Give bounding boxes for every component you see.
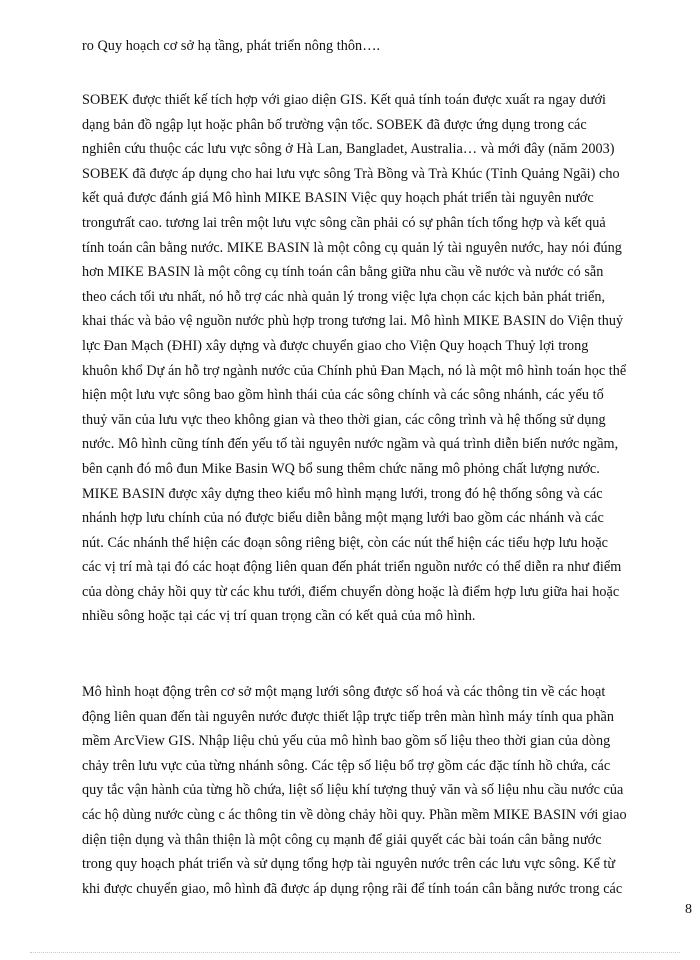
- text-line: các vị trí mà tại đó các hoạt động liên quan đến phát triển nguồn nước có thể diễn ra như điểm: [82, 559, 622, 576]
- text-line: chảy trên lưu vực của từng nhánh sông. Các tệp số liệu bổ trợ gồm các đặc tính hồ chứa, các: [82, 757, 611, 774]
- text-line: nhánh hợp lưu chính của nó được biểu diễn bằng một mạng lưới bao gồm các nhánh và các: [82, 510, 604, 527]
- page-number: 8: [685, 902, 692, 917]
- text-line: thuỷ văn của lưu vực theo không gian và theo thời gian, các công trình và hệ thống sử dụng: [82, 411, 606, 428]
- text-line: của dòng chảy hồi quy từ các khu tưới, điểm chuyển dòng hoặc là điểm hợp lưu giữa hai hoặc: [82, 583, 620, 600]
- text-line: nút. Các nhánh thể hiện các đoạn sông riêng biệt, còn các nút thể hiện các tiểu hợp lưu hoặc: [82, 534, 609, 551]
- text-line: khuôn khổ Dự án hỗ trợ ngành nước của Chính phủ Đan Mạch, nó là một mô hình toán học thể: [82, 362, 627, 379]
- text-line: lực Đan Mạch (ĐHI) xây dựng và được chuyển giao cho Viện Quy hoạch Thuỷ lợi trong: [82, 337, 589, 354]
- text-line: trongưrất cao. tương lai trên một lưu vực sông cần phải có sự phân tích tổng hợp và kết quả: [82, 214, 606, 231]
- text-line: động liên quan đến tài nguyên nước được thiết lập trực tiếp trên màn hình máy tính qua phần: [82, 708, 614, 725]
- text-line: theo cách tối ưu nhất, nó hỗ trợ các nhà quản lý trong việc lựa chọn các kịch bản phát triển,: [82, 288, 606, 305]
- text-line: nhiều sông hoặc tại các vị trí quan trọng cần có kết quả của mô hình.: [82, 608, 476, 625]
- text-line: ro Quy hoạch cơ sở hạ tầng, phát triển nông thôn….: [82, 38, 381, 54]
- text-line: các hộ dùng nước cùng c ác thông tin về dòng chảy hồi quy. Phần mềm MIKE BASIN với giao: [82, 806, 627, 823]
- text-line: MIKE BASIN được xây dựng theo kiểu mô hình mạng lưới, trong đó hệ thống sông và các: [82, 485, 603, 502]
- text-line: Mô hình hoạt động trên cơ sở một mạng lưới sông được số hoá và các thông tin về các hoạt: [82, 684, 606, 700]
- paragraph-3: [82, 680, 694, 901]
- text-line: SOBEK được thiết kế tích hợp với giao diện GIS. Kết quả tính toán được xuất ra ngay dưới: [82, 92, 607, 108]
- text-line: kết quả được đánh giá Mô hình MIKE BASIN Việc quy hoạch phát triển tài nguyên nước: [82, 190, 594, 207]
- text-line: nghiên cứu thuộc các lưu vực sông ở Hà Lan, Bangladet, Australia… và mới đây (năm 2003): [82, 141, 615, 158]
- page-bottom-divider: [30, 952, 680, 953]
- text-line: bên cạnh đó mô đun Mike Basin WQ bổ sung thêm chức năng mô phỏng chất lượng nước.: [82, 460, 600, 477]
- text-line: tính toán cân bằng nước. MIKE BASIN là một công cụ quản lý tài nguyên nước, hay nói đúng: [82, 239, 622, 256]
- text-line: hơn MIKE BASIN là một công cụ tính toán cân bằng giữa nhu cầu về nước và nước có sẵn: [82, 264, 604, 281]
- text-line: hiện một lưu vực sông bao gồm hình thái của các sông chính và các sông nhánh, các yếu tố: [82, 387, 604, 404]
- text-line: quy tắc vận hành của từng hồ chứa, liệt số liệu khí tượng thuỷ văn và số liệu nhu cầu nước của: [82, 782, 624, 799]
- text-line: nước. Mô hình cũng tính đến yếu tố tài nguyên nước ngầm và quá trình diễn biến nước ngầm,: [82, 436, 619, 453]
- text-line: khi được chuyển giao, mô hình đã được áp dụng rộng rãi để tính toán cân bằng nước trong các: [82, 880, 623, 897]
- paragraph-1: [82, 34, 694, 59]
- text-line: diện tiện dụng và thân thiện là một công cụ mạnh để giải quyết các bài toán cân bằng nước: [82, 831, 602, 848]
- text-line: trong quy hoạch phát triển và sử dụng tổng hợp tài nguyên nước trên các lưu vực sông. Kể từ: [82, 856, 616, 873]
- text-line: mềm ArcView GIS. Nhập liệu chủ yếu của mô hình bao gồm số liệu theo thời gian của dòng: [82, 733, 611, 750]
- text-line: dạng bản đồ ngập lụt hoặc phân bố trường vận tốc. SOBEK đã được ứng dụng trong các: [82, 116, 587, 133]
- text-line: SOBEK đã được áp dụng cho hai lưu vực sông Trà Bồng và Trà Khúc (Tỉnh Quảng Ngãi) cho: [82, 165, 620, 182]
- text-line: khai thác và bảo vệ nguồn nước phù hợp trong tương lai. Mô hình MIKE BASIN do Viện thuỷ: [82, 313, 624, 330]
- paragraph-2: [82, 88, 694, 629]
